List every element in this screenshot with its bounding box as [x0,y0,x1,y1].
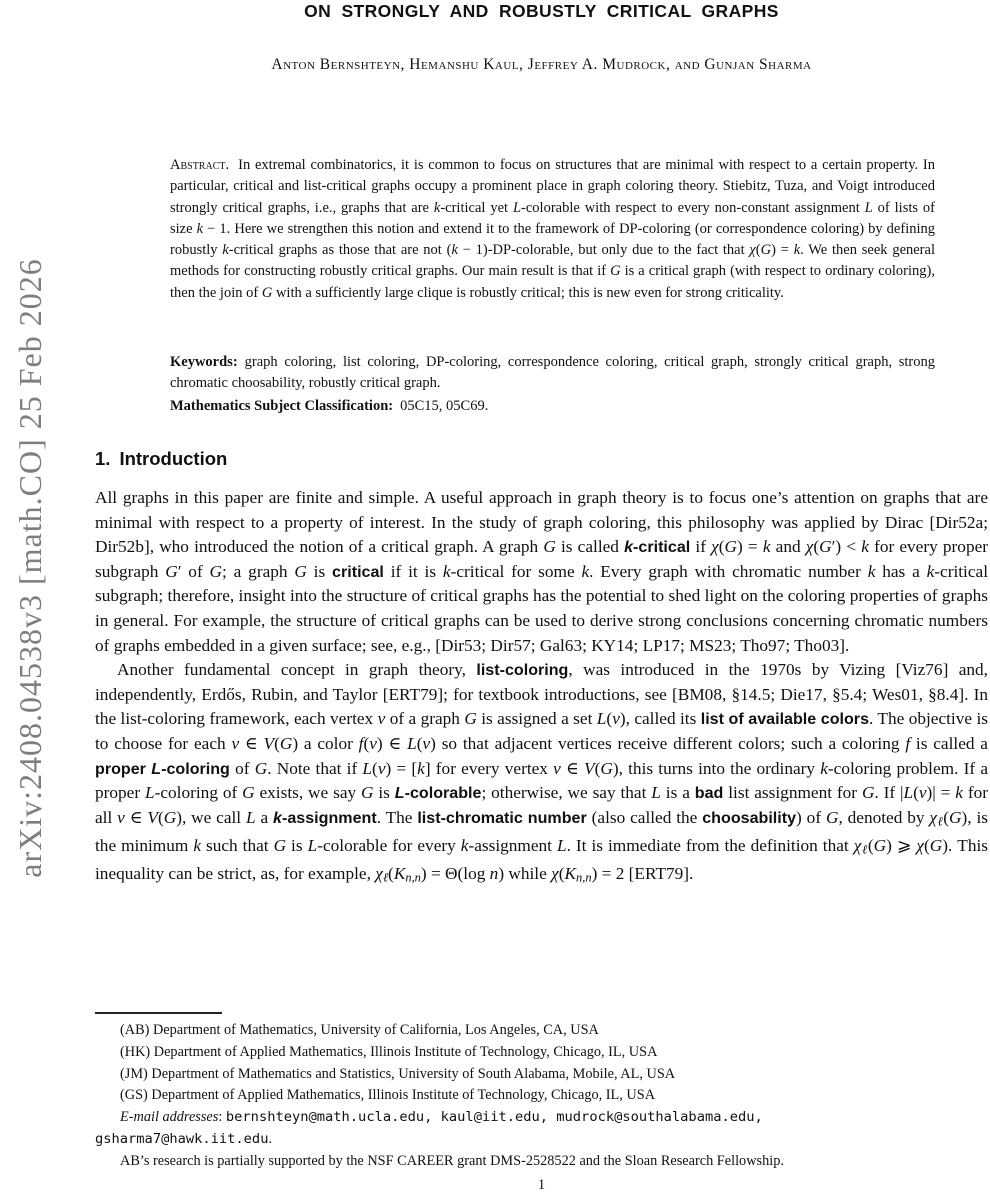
footnote-affiliation-gs: (GS) Department of Applied Mathematics, Illinois Institute of Technology, Chicago, IL, USA [120,1087,656,1104]
msc-text: 05C15, 05C69. [400,398,489,414]
paragraph-1: All graphs in this paper are finite and simple. A useful approach in graph theory is to focus one’s attention on graphs that are minimal with respect to a property of interest. In the study of graph coloring, this philosophy was applied by Dirac [Dir52a; Dir52b], who introduced the notion of a critical graph. A graph G is called k-critical if χ(G) = k and χ(G′) < k for every proper subgraph G′ of G; a graph G is critical if it is k-critical for some k. Every graph with chromatic number k has a k-critical subgraph; therefore, insight into the structure of critical graphs has the potential to shed light on the coloring properties of graphs in general. For example, the structure of critical graphs can be used to derive strong conclusions concerning chromatic numbers of graphs embedded in a given surface; see, e.g., [Dir53; Dir57; Gal63; KY14; LP17; MS23; Tho97; Tho03]. [95,488,989,655]
footnote-affiliation-hk: (HK) Department of Applied Mathematics, Illinois Institute of Technology, Chicago, IL, USA [120,1043,658,1060]
paragraph-2: Another fundamental concept in graph theory, list-coloring, was introduced in the 1970s by Vizing [Viz76] and, independently, Erdős, Rubin, and Taylor [ERT79]; for textbook introductions, see [BM08, §14.5; Die17, §5.4; Wes01, §8.4]. In the list-coloring framework, each vertex v of a graph G is assigned a set L(v), called its list of available colors. The objective is to choose for each v ∈ V(G) a color f(v) ∈ L(v) so that adjacent vertices receive different colors; such a coloring f is called a proper L-coloring of G. Note that if L(v) = [k] for every vertex v ∈ V(G), this turns into the ordinary k-coloring problem. If a proper L-coloring of G exists, we say G is L-colorable; otherwise, we say that L is a bad list assignment for G. If |L(v)| = k for all v ∈ V(G), we call L a k-assignment. The list-chromatic number (also called the choosability) of G, denoted by χℓ(G), is the minimum k such that G is L-colorable for every k-assignment L. It is immediate from the definition that χℓ(G) ⩾ χ(G). This inequality can be strict, as, for example, χℓ(Kn,n) = Θ(log n) while χ(Kn,n) = 2 [ERT79]. [95,660,989,886]
abstract-block [170,155,935,304]
msc-label: Mathematics Subject Classification: [170,398,394,414]
keywords-label: Keywords: [170,354,238,370]
section-title: Introduction [119,448,228,469]
footnote-funding: AB’s research is partially supported by the NSF CAREER grant DMS-2528522 and the Sloan Research Fellowship. [120,1152,784,1169]
footnote-rule [95,1012,222,1014]
keywords-text: graph coloring, list coloring, DP-coloring, correspondence coloring, critical graph, strongly critical graph, strong chromatic choosability, robustly critical graph. [170,354,935,392]
paper-title: ON STRONGLY AND ROBUSTLY CRITICAL GRAPHS [304,1,779,21]
footnote-affiliation-ab: (AB) Department of Mathematics, University of California, Los Angeles, CA, USA [120,1022,599,1038]
section-number: 1. [95,448,111,469]
paper-authors: Anton Bernshteyn, Hemanshu Kaul, Jeffrey A. Mudrock, and Gunjan Sharma [271,56,812,73]
footnote-emails: E-mail addresses: bernshteyn@math.ucla.edu, kaul@iit.edu, mudrock@southalabama.edu, gsharma7@hawk.iit.edu. [95,1109,763,1147]
keywords-block [170,352,935,395]
msc-block [170,396,935,417]
footnote-affiliation-jm: (JM) Department of Mathematics and Statistics, University of South Alabama, Mobile, AL, USA [120,1065,676,1082]
abstract-label: Abstract. [170,157,230,173]
arxiv-watermark: arXiv:2408.04538v3 [math.CO] 25 Feb 2026 [12,258,48,878]
footnotes-block [95,1020,988,1173]
page-number: 1 [537,1177,546,1193]
abstract-text: In extremal combinatorics, it is common to focus on structures that are minimal with respect to a certain property. In particular, critical and list-critical graphs occupy a prominent place in graph coloring theory. Stiebitz, Tuza, and Voigt introduced strongly critical graphs, i.e., graphs that are k-critical yet L-colorable with respect to every non-constant assignment L of lists of size k − 1. Here we strengthen this notion and extend it to the framework of DP-coloring (or correspondence coloring) by defining robustly k-critical graphs as those that are not (k − 1)-DP-colorable, but only due to the fact that χ(G) = k. We then seek general methods for constructing robustly critical graphs. Our main result is that if G is a critical graph (with respect to ordinary coloring), then the join of G with a sufficiently large clique is robustly critical; this is new even for strong criticality. [170,157,935,301]
introduction-body [95,486,988,891]
section-heading-introduction [95,448,988,470]
